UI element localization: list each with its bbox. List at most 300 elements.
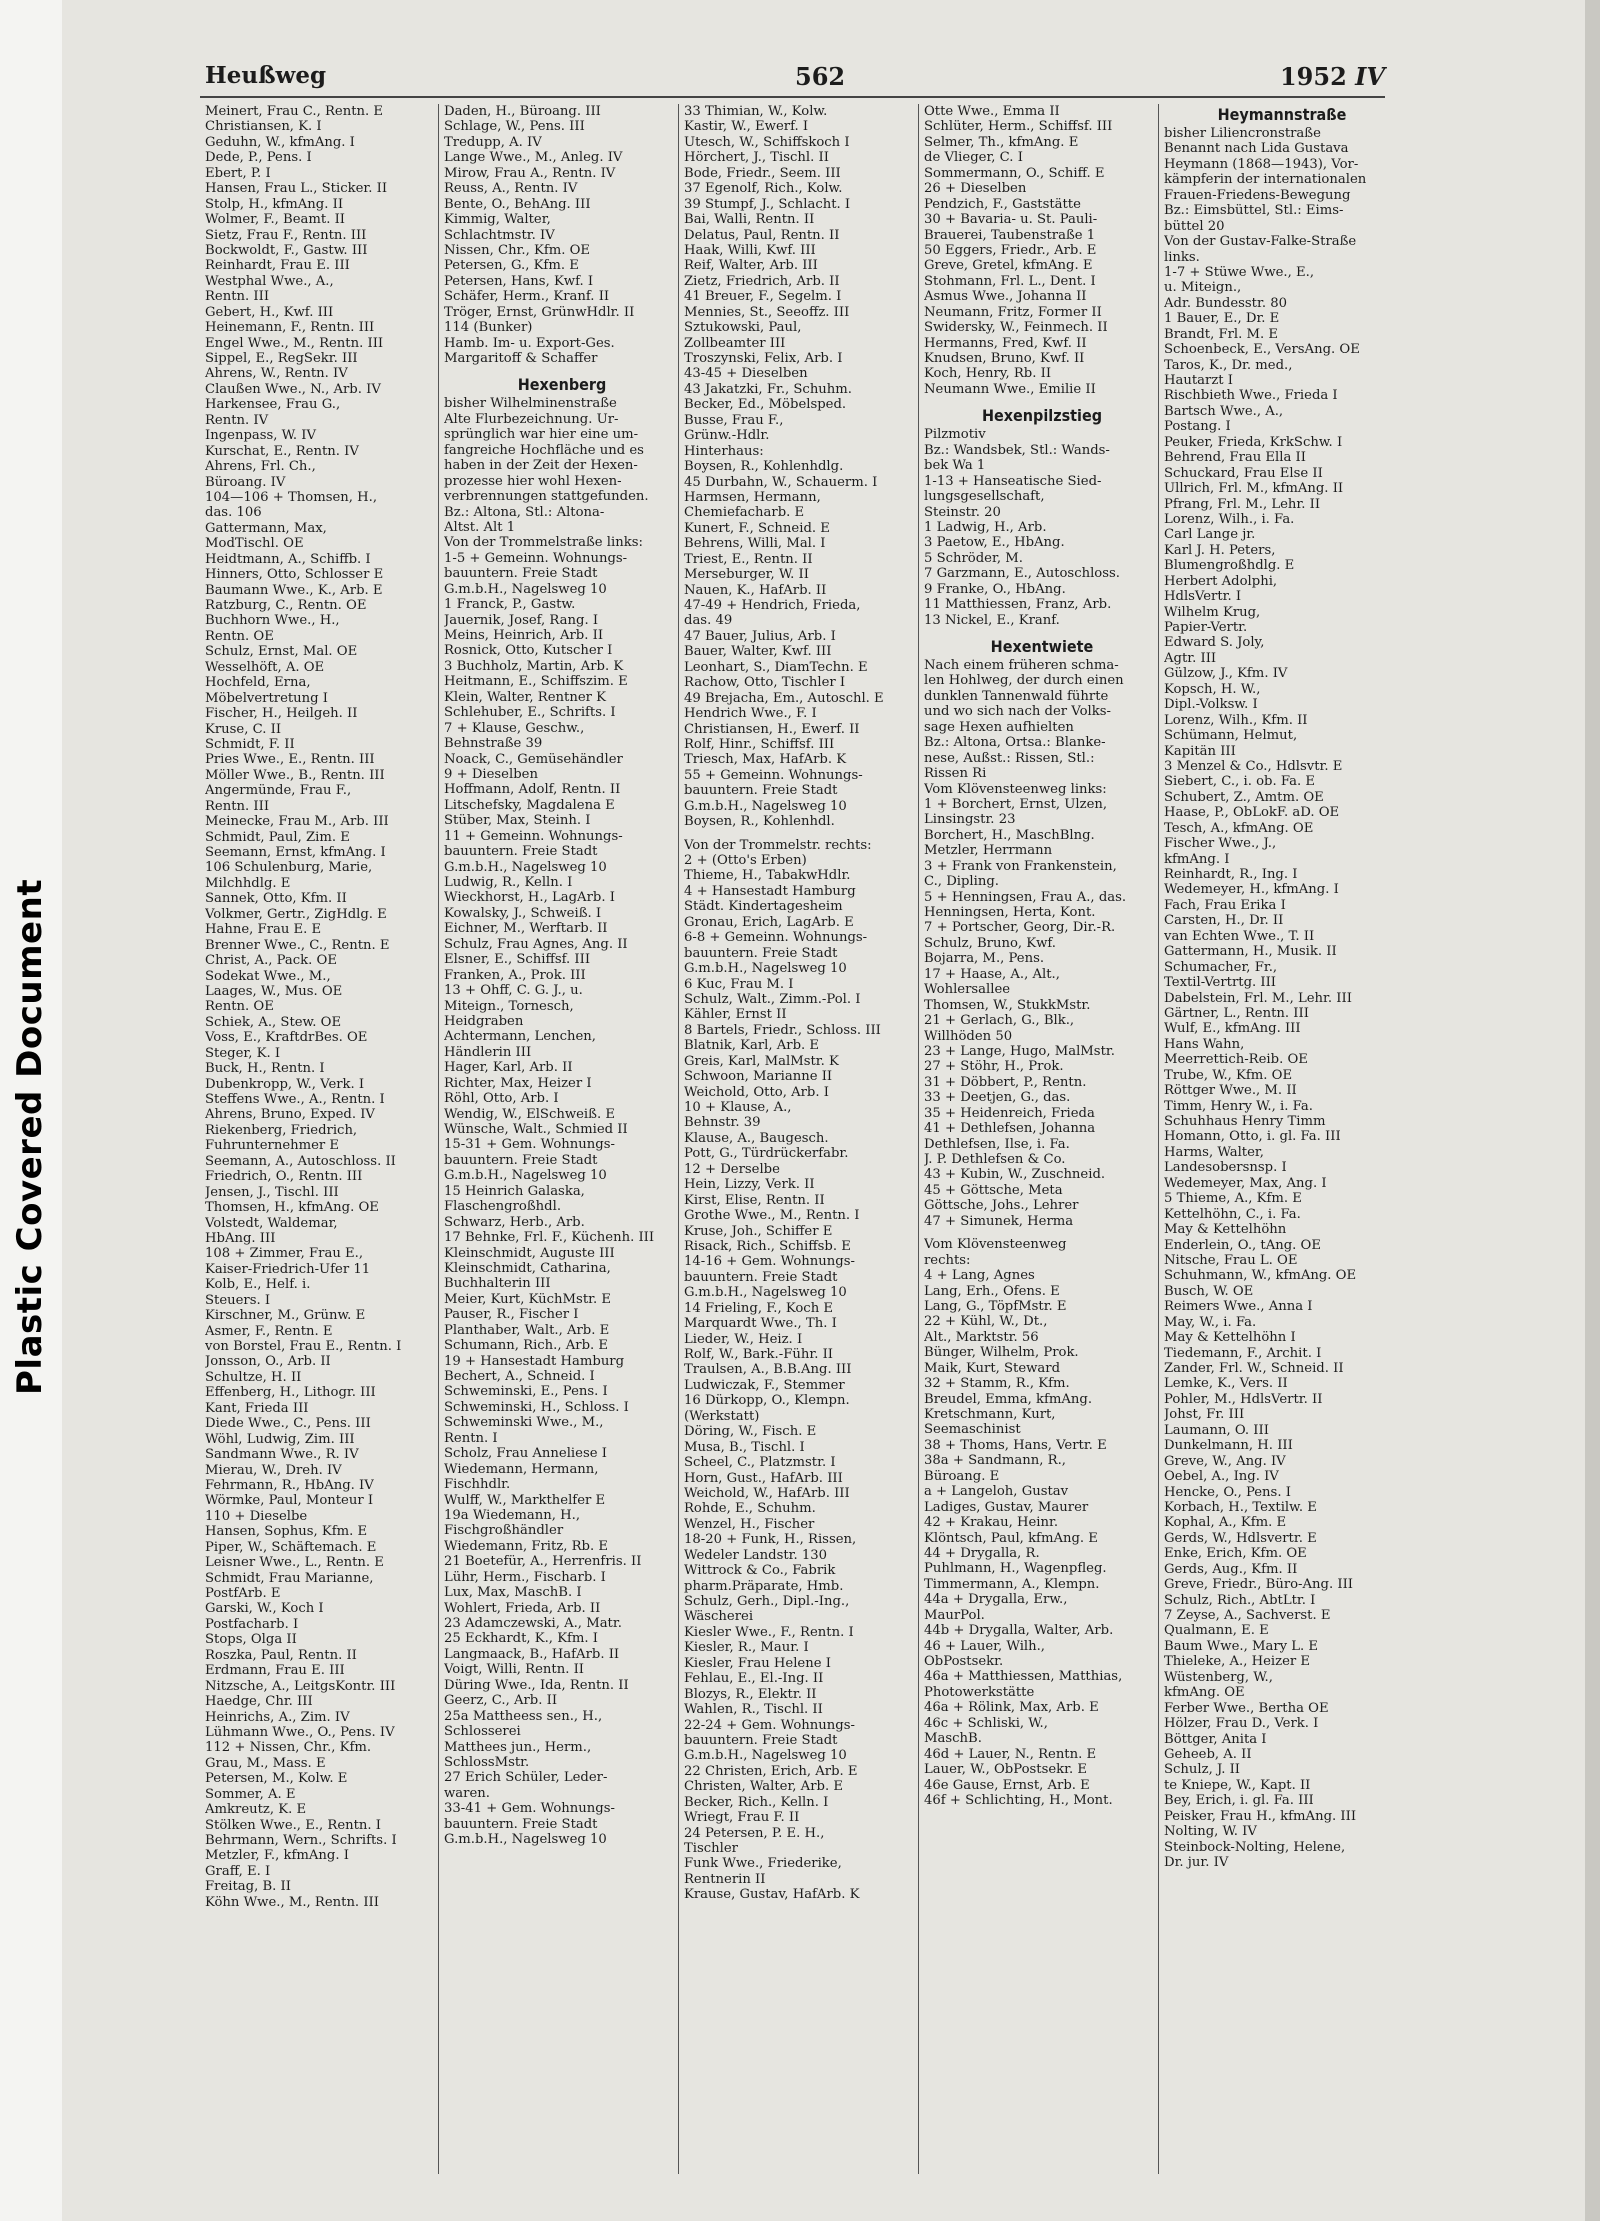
directory-entry: bauuntern. Freie Stadt	[444, 1152, 598, 1168]
directory-entry: 13 + Ohff, C. G. J., u.	[444, 983, 583, 999]
directory-entry: 23 + Lange, Hugo, MalMstr.	[924, 1043, 1115, 1059]
directory-entry: Steuers. I	[205, 1292, 271, 1308]
directory-entry: Willhöden 50	[924, 1028, 1013, 1044]
directory-entry: Kleinschmidt, Catharina,	[444, 1260, 611, 1276]
directory-entry: Krause, Gustav, HafArb. K	[684, 1887, 860, 1903]
directory-entry: Seemann, Ernst, kfmAng. I	[205, 845, 386, 860]
directory-entry: Kowalsky, J., Schweiß. I	[444, 905, 602, 921]
directory-entry: PostfArb. E	[205, 1586, 281, 1601]
directory-entry: Freitag, B. II	[205, 1879, 291, 1895]
directory-entry: 45 + Göttsche, Meta	[924, 1182, 1063, 1198]
directory-entry: Rentnerin II	[684, 1871, 766, 1887]
column-3	[684, 104, 920, 1903]
directory-entry: Alt., Marktstr. 56	[924, 1329, 1039, 1345]
directory-entry: Wolmer, F., Beamt. II	[205, 212, 345, 228]
directory-entry: Tiedemann, F., Archit. I	[1164, 1345, 1322, 1361]
directory-entry: Neumann, Fritz, Former II	[924, 304, 1102, 320]
directory-entry: Hansen, Frau L., Sticker. II	[205, 181, 388, 197]
directory-entry: Wulf, E., kfmAng. III	[1164, 1021, 1301, 1037]
directory-entry: 11 + Gemeinn. Wohnungs-	[444, 828, 623, 844]
directory-entry: Korbach, H., Textilw. E	[1164, 1499, 1317, 1515]
directory-entry: Bente, O., BehAng. III	[444, 196, 591, 212]
directory-entry: Wiedemann, Fritz, Rb. E	[444, 1538, 609, 1554]
directory-entry: Ludwig, R., Kelln. I	[444, 875, 573, 890]
directory-entry: Traulsen, A., B.B.Ang. III	[684, 1362, 852, 1378]
directory-entry: Garski, W., Koch I	[205, 1601, 324, 1617]
directory-entry: 23 Adamczewski, A., Matr.	[444, 1616, 622, 1631]
directory-entry: 18-20 + Funk, H., Rissen,	[684, 1532, 857, 1548]
directory-entry: Rohde, E., Schuhm.	[684, 1501, 816, 1517]
directory-entry: Dunkelmann, H. III	[1164, 1438, 1293, 1454]
directory-entry: 6-8 + Gemeinn. Wohnungs-	[684, 930, 868, 946]
directory-entry: Wedeler Landstr. 130	[684, 1547, 828, 1563]
directory-entry: Metzler, Herrmann	[924, 843, 1053, 859]
directory-entry: Hager, Karl, Arb. II	[444, 1060, 573, 1076]
directory-entry: Wöhl, Ludwig, Zim. III	[205, 1431, 355, 1447]
directory-entry: links.	[1164, 249, 1200, 265]
directory-entry: 45 Durbahn, W., Schauerm. I	[684, 474, 878, 490]
directory-entry: Voss, E., KraftdrBes. OE	[205, 1030, 368, 1046]
directory-entry: Zander, Frl. W., Schneid. II	[1164, 1361, 1344, 1376]
directory-entry: Asmus Wwe., Johanna II	[924, 289, 1087, 305]
directory-entry: 4 + Hansestadt Hamburg	[684, 883, 856, 899]
directory-entry: Friedrich, O., Rentn. III	[205, 1169, 363, 1185]
directory-entry: Schulz, Rich., AbtLtr. I	[1164, 1592, 1316, 1608]
directory-entry: u. Miteign.,	[1164, 280, 1242, 296]
directory-entry: Nolting, W. IV	[1164, 1824, 1257, 1840]
directory-entry: 9 Franke, O., HbAng.	[924, 581, 1066, 597]
directory-entry: Edward S. Joly,	[1164, 635, 1265, 651]
directory-entry: Reif, Walter, Arb. III	[684, 258, 818, 274]
directory-entry: Harmsen, Hermann,	[684, 489, 821, 505]
directory-entry: Blumengroßhdlg. E	[1164, 558, 1295, 574]
year: 1952	[1279, 62, 1347, 91]
directory-entry: Metzler, F., kfmAng. I	[205, 1848, 349, 1864]
directory-entry: Schulz, Walt., Zimm.-Pol. I	[684, 991, 861, 1007]
directory-entry: Grau, M., Mass. E	[205, 1755, 326, 1771]
directory-entry: Knudsen, Bruno, Kwf. II	[924, 351, 1085, 366]
directory-entry: Utesch, W., Schiffskoch I	[684, 134, 850, 150]
street-heading: Hexenpilzstieg	[981, 406, 1103, 426]
directory-entry: C., Dipling.	[924, 874, 999, 890]
directory-entry: Vom Klövensteenweg links:	[924, 781, 1107, 797]
directory-entry: G.m.b.H., Nagelsweg 10	[444, 1832, 607, 1848]
directory-entry: nese, Außst.: Rissen, Stl.:	[924, 750, 1095, 766]
directory-entry: 1 Ladwig, H., Arb.	[924, 519, 1047, 535]
directory-entry: Kruse, Joh., Schiffer E	[684, 1223, 833, 1239]
directory-entry: Stüber, Max, Steinh. I	[444, 813, 591, 829]
directory-entry: 44a + Drygalla, Erw.,	[924, 1592, 1068, 1608]
directory-entry: Vom Klövensteenweg	[924, 1237, 1067, 1253]
directory-entry: Wittrock & Co., Fabrik	[684, 1563, 836, 1579]
directory-entry: Fischer Wwe., J.,	[1164, 836, 1277, 852]
directory-entry: 112 + Nissen, Chr., Kfm.	[205, 1740, 372, 1756]
directory-entry: Stolp, H., kfmAng. II	[205, 196, 344, 212]
directory-entry: Volkmer, Gertr., ZigHdlg. E	[205, 906, 387, 922]
directory-entry: Rachow, Otto, Tischler I	[684, 675, 846, 691]
directory-entry: bauuntern. Freie Stadt	[684, 1732, 838, 1748]
directory-entry: Ullrich, Frl. M., kfmAng. II	[1164, 481, 1344, 497]
directory-entry: 33 Thimian, W., Kolw.	[684, 104, 828, 119]
directory-entry: Lühr, Herm., Fischarb. I	[444, 1569, 606, 1585]
directory-entry: Hörchert, J., Tischl. II	[684, 150, 829, 166]
directory-entry: Stölken Wwe., E., Rentn. I	[205, 1817, 382, 1833]
directory-entry: Kiesler Wwe., F., Rentn. I	[684, 1624, 854, 1640]
directory-entry: Matthees jun., Herm.,	[444, 1739, 592, 1755]
directory-entry: Schulz, Bruno, Kwf.	[924, 935, 1057, 951]
directory-entry: Wilhelm Krug,	[1164, 604, 1261, 620]
directory-entry: Papier-Vertr.	[1164, 620, 1248, 635]
directory-entry: 7 Zeyse, A., Sachverst. E	[1164, 1608, 1331, 1623]
directory-entry: 33-41 + Gem. Wohnungs-	[444, 1801, 615, 1817]
directory-entry: bauuntern. Freie Stadt	[684, 945, 838, 961]
directory-entry: Wohlert, Frieda, Arb. II	[444, 1600, 601, 1616]
directory-entry: Rolf, Hinr., Schiffsf. III	[684, 736, 835, 752]
directory-entry: Gronau, Erich, LagArb. E	[684, 914, 854, 930]
directory-entry: Peisker, Frau H., kfmAng. III	[1164, 1808, 1357, 1824]
directory-entry: Pauser, R., Fischer I	[444, 1307, 579, 1323]
directory-entry: Laumann, O. III	[1164, 1422, 1269, 1438]
directory-entry: Geheeb, A. II	[1164, 1746, 1252, 1762]
directory-entry: Schmidt, Frau Marianne,	[205, 1570, 374, 1586]
directory-entry: HbAng. III	[205, 1230, 276, 1246]
directory-entry: Hautarzt I	[1164, 373, 1233, 388]
directory-entry: Zietz, Friedrich, Arb. II	[684, 273, 840, 289]
directory-entry: Dabelstein, Frl. M., Lehr. III	[1164, 990, 1352, 1006]
directory-entry: Rentn. OE	[205, 999, 274, 1015]
directory-entry: Diede Wwe., C., Pens. III	[205, 1416, 371, 1432]
directory-entry: Steinstr. 20	[924, 504, 1001, 520]
directory-entry: Schümann, Helmut,	[1164, 728, 1298, 744]
directory-entry: Boysen, R., Kohlenhdlg.	[684, 459, 844, 475]
directory-entry: 31 + Döbbert, P., Rentn.	[924, 1074, 1087, 1090]
directory-entry: Rentn. OE	[205, 628, 274, 644]
directory-entry: Hans Wahn,	[1164, 1036, 1245, 1052]
directory-entry: Reimers Wwe., Anna I	[1164, 1299, 1313, 1315]
directory-entry: Böttger, Anita I	[1164, 1731, 1267, 1747]
directory-entry: Alte Flurbezeichnung. Ur-	[444, 411, 619, 427]
directory-entry: Herbert Adolphi,	[1164, 573, 1278, 589]
directory-entry: 47 Bauer, Julius, Arb. I	[684, 628, 836, 644]
directory-entry: Hoffmann, Adolf, Rentn. II	[444, 782, 621, 798]
directory-entry: len Hohlweg, der durch einen	[924, 673, 1124, 689]
directory-entry: Otte Wwe., Emma II	[924, 104, 1060, 119]
directory-entry: Gülzow, J., Kfm. IV	[1164, 666, 1288, 682]
directory-entry: Hein, Lizzy, Verk. II	[684, 1177, 815, 1193]
directory-entry: Nach einem früheren schma-	[924, 658, 1119, 673]
directory-entry: Schumann, Rich., Arb. E	[444, 1338, 609, 1354]
directory-entry: Flaschengroßhdl.	[444, 1199, 562, 1215]
directory-entry: Marquardt Wwe., Th. I	[684, 1316, 837, 1332]
directory-entry: Petersen, M., Kolw. E	[205, 1771, 348, 1787]
directory-entry: Schlosserei	[444, 1724, 521, 1740]
directory-entry: Enderlein, O., tAng. OE	[1164, 1237, 1321, 1253]
directory-entry: Kirst, Elise, Rentn. II	[684, 1192, 825, 1208]
page-number: 562	[795, 62, 846, 91]
directory-entry: Christiansen, K. I	[205, 119, 322, 135]
directory-entry: 27 + Stöhr, H., Prok.	[924, 1059, 1064, 1075]
directory-entry: Ebert, P. I	[205, 165, 271, 181]
directory-entry: Hinterhaus:	[684, 443, 764, 459]
directory-entry: Ratzburg, C., Rentn. OE	[205, 598, 367, 613]
directory-entry: Gattermann, Max,	[205, 520, 327, 536]
directory-entry: Köhn Wwe., M., Rentn. III	[205, 1894, 379, 1910]
directory-entry: 37 Egenolf, Rich., Kolw.	[684, 181, 843, 197]
directory-entry: 8 Bartels, Friedr., Schloss. III	[684, 1022, 881, 1038]
directory-entry: Schäfer, Herm., Kranf. II	[444, 289, 610, 305]
directory-entry: Ingenpass, W. IV	[205, 428, 317, 444]
street-heading: Heymannstraße	[1217, 105, 1347, 124]
directory-entry: 1-13 + Hanseatische Sied-	[924, 473, 1102, 489]
directory-entry: Kastir, W., Ewerf. I	[684, 119, 809, 135]
directory-entry: Gärtner, L., Rentn. III	[1164, 1005, 1309, 1021]
column-divider	[1158, 104, 1159, 2174]
directory-entry: Lang, Erh., Ofens. E	[924, 1283, 1060, 1299]
directory-entry: Haedge, Chr. III	[205, 1694, 313, 1710]
directory-entry: 19a Wiedemann, H.,	[444, 1507, 581, 1523]
directory-entry: Delatus, Paul, Rentn. II	[684, 227, 840, 243]
directory-entry: Möbelvertretung I	[205, 690, 329, 706]
header-year-volume	[1280, 62, 1385, 91]
directory-entry: Harkensee, Frau G.,	[205, 397, 341, 413]
directory-entry: Wünsche, Walt., Schmied II	[444, 1122, 628, 1137]
directory-entry: 39 Stumpf, J., Schlacht. I	[684, 196, 851, 212]
directory-entry: 14 Frieling, F., Koch E	[684, 1300, 834, 1316]
directory-entry: Thomsen, H., kfmAng. OE	[205, 1200, 379, 1216]
directory-entry: 1-5 + Gemeinn. Wohnungs-	[444, 550, 628, 566]
directory-entry: Wohlersallee	[924, 982, 1011, 998]
directory-entry: Postfacharb. I	[205, 1616, 299, 1632]
directory-entry: Haase, P., ObLokF. aD. OE	[1164, 805, 1340, 821]
directory-entry: Lauer, W., ObPostsekr. E	[924, 1762, 1088, 1778]
directory-entry: Asmer, F., Rentn. E	[205, 1323, 333, 1339]
directory-entry: 55 + Gemeinn. Wohnungs-	[684, 767, 863, 783]
directory-entry: Baumann Wwe., K., Arb. E	[205, 582, 383, 598]
directory-entry: Meerrettich-Reib. OE	[1164, 1052, 1308, 1068]
directory-entry: Kunert, F., Schneid. E	[684, 520, 830, 536]
directory-entry: Franken, A., Prok. III	[444, 967, 586, 983]
directory-entry: 6 Kuc, Frau M. I	[684, 976, 794, 992]
directory-entry: 7 Garzmann, E., Autoschloss.	[924, 566, 1120, 582]
directory-entry: 21 + Gerlach, G., Blk.,	[924, 1013, 1075, 1029]
directory-entry: 11 Matthiessen, Franz, Arb.	[924, 597, 1112, 613]
directory-entry: G.m.b.H., Nagelsweg 10	[684, 1285, 847, 1301]
directory-entry: Schweminski, E., Pens. I	[444, 1384, 608, 1400]
directory-entry: G.m.b.H., Nagelsweg 10	[684, 961, 847, 977]
directory-entry: Frauen-Friedens-Bewegung	[1164, 187, 1351, 203]
directory-entry: 25 Eckhardt, K., Kfm. I	[444, 1631, 599, 1647]
directory-entry: Milchhdlg. E	[205, 875, 291, 891]
directory-entry: Schulz, J. II	[1164, 1762, 1241, 1778]
directory-entry: Pott, G., Türdrückerfabr.	[684, 1146, 849, 1162]
directory-entry: lungsgesellschaft,	[924, 489, 1045, 505]
directory-entry: Textil-Vertrtg. III	[1164, 975, 1277, 991]
directory-entry: G.m.b.H., Nagelsweg 10	[684, 798, 847, 814]
directory-entry: van Echten Wwe., T. II	[1164, 928, 1315, 944]
directory-entry: Rosnick, Otto, Kutscher I	[444, 643, 613, 659]
spacer	[684, 830, 920, 838]
column-divider	[918, 104, 919, 2174]
directory-entry: büttel 20	[1164, 218, 1225, 234]
directory-entry: Bai, Walli, Rentn. II	[684, 212, 815, 228]
column-1	[205, 104, 441, 1910]
directory-entry: Gebert, H., Kwf. III	[205, 304, 334, 320]
directory-entry: Jauernik, Josef, Rang. I	[444, 612, 599, 628]
directory-entry: Hölzer, Frau D., Verk. I	[1164, 1716, 1319, 1732]
directory-entry: Dubenkropp, W., Verk. I	[205, 1076, 365, 1092]
directory-entry: Thieme, H., TabakwHdlr.	[684, 868, 851, 884]
directory-entry: Eichner, M., Werftarb. II	[444, 921, 608, 937]
directory-entry: 30 + Bavaria- u. St. Pauli-	[924, 212, 1098, 228]
directory-entry: Schultze, H. II	[205, 1369, 302, 1385]
directory-entry: Mierau, W., Dreh. IV	[205, 1462, 342, 1478]
volume: IV	[1355, 62, 1385, 91]
directory-entry: Engel Wwe., M., Rentn. III	[205, 335, 384, 351]
directory-entry: Lang, G., TöpfMstr. E	[924, 1298, 1067, 1314]
directory-entry: Ahrens, W., Rentn. IV	[205, 366, 348, 382]
directory-entry: Peuker, Frieda, KrkSchw. I	[1164, 434, 1343, 450]
directory-entry: Langmaack, B., HafArb. II	[444, 1646, 620, 1662]
directory-entry: Bechert, A., Schneid. I	[444, 1369, 595, 1384]
directory-entry: Wieckhorst, H., LagArb. I	[444, 890, 615, 906]
directory-entry: Johst, Fr. III	[1164, 1407, 1245, 1423]
directory-entry: Pilzmotiv	[924, 427, 986, 443]
directory-entry: rechts:	[924, 1252, 971, 1268]
directory-entry: Röhl, Otto, Arb. I	[444, 1091, 559, 1107]
directory-entry: Ladiges, Gustav, Maurer	[924, 1499, 1089, 1515]
directory-entry: Kleinschmidt, Auguste III	[444, 1245, 615, 1261]
directory-entry: 38 + Thoms, Hans, Vertr. E	[924, 1437, 1107, 1453]
directory-entry: Lorenz, Wilh., i. Fa.	[1164, 511, 1295, 527]
directory-entry: Bz.: Altona, Stl.: Altona-	[444, 504, 605, 520]
directory-entry: Kiesler, R., Maur. I	[684, 1640, 809, 1656]
directory-entry: a + Langeloh, Gustav	[924, 1484, 1069, 1500]
directory-entry: G.m.b.H., Nagelsweg 10	[684, 1748, 847, 1764]
directory-entry: Wahlen, R., Tischl. II	[684, 1702, 823, 1718]
directory-entry: Städt. Kindertagesheim	[684, 899, 843, 915]
directory-entry: Heinrichs, A., Zim. IV	[205, 1709, 350, 1725]
directory-entry: Hansen, Sophus, Kfm. E	[205, 1524, 368, 1540]
directory-entry: Troszynski, Felix, Arb. I	[684, 351, 843, 366]
directory-entry: Hahne, Frau E. E	[205, 922, 322, 938]
directory-entry: 46a + Matthiessen, Matthias,	[924, 1669, 1123, 1685]
directory-entry: Schulz, Gerh., Dipl.-Ing.,	[684, 1594, 850, 1609]
directory-entry: Wörmke, Paul, Monteur I	[205, 1493, 374, 1509]
directory-entry: Wesselhöft, A. OE	[205, 659, 325, 675]
directory-entry: 12 + Derselbe	[684, 1161, 780, 1177]
directory-entry: MaschB.	[924, 1731, 982, 1747]
directory-entry: G.m.b.H., Nagelsweg 10	[444, 1168, 607, 1184]
directory-entry: Ludwiczak, F., Stemmer	[684, 1377, 845, 1393]
directory-entry: Dr. jur. IV	[1164, 1855, 1229, 1870]
directory-entry: Rissen Ri	[924, 766, 987, 782]
directory-entry: bauuntern. Freie Stadt	[444, 566, 598, 582]
directory-entry: 1 + Borchert, Ernst, Ülzen,	[924, 796, 1108, 812]
street-heading: Hexentwiete	[990, 637, 1094, 656]
directory-entry: Schoenbeck, E., VersAng. OE	[1164, 342, 1360, 358]
directory-entry: 114 (Bunker)	[444, 320, 533, 336]
directory-entry: Koch, Henry, Rb. II	[924, 366, 1052, 382]
directory-entry: 26 + Dieselben	[924, 181, 1027, 197]
directory-entry: Schubert, Z., Amtm. OE	[1164, 789, 1324, 805]
directory-entry: Chemiefacharb. E	[684, 505, 805, 521]
directory-entry: Effenberg, H., Lithogr. III	[205, 1385, 376, 1401]
directory-entry: 43 + Kubin, W., Zuschneid.	[924, 1167, 1106, 1183]
directory-entry: Karl J. H. Peters,	[1164, 542, 1276, 558]
directory-entry: Bey, Erich, i. gl. Fa. III	[1164, 1793, 1314, 1809]
directory-entry: Ferber Wwe., Bertha OE	[1164, 1700, 1329, 1716]
directory-entry: Riekenberg, Friedrich,	[205, 1122, 358, 1138]
directory-entry: Lux, Max, MaschB. I	[444, 1585, 582, 1601]
directory-entry: Weichold, W., HafArb. III	[684, 1485, 850, 1501]
directory-entry: kfmAng. OE	[1164, 1685, 1245, 1701]
directory-entry: Postang. I	[1164, 419, 1231, 435]
directory-entry: 35 + Heidenreich, Frieda	[924, 1105, 1095, 1121]
directory-entry: von Borstel, Frau E., Rentn. I	[205, 1339, 402, 1354]
directory-entry: MaurPol.	[924, 1607, 985, 1623]
directory-entry: Meins, Heinrich, Arb. II	[444, 628, 604, 643]
directory-entry: Meier, Kurt, KüchMstr. E	[444, 1291, 611, 1307]
directory-entry: Achtermann, Lenchen,	[444, 1029, 596, 1045]
directory-entry: Puhlmann, H., Wagenpfleg.	[924, 1561, 1107, 1577]
directory-entry: Behrend, Frau Ella II	[1164, 450, 1306, 466]
directory-entry: 22-24 + Gem. Wohnungs-	[684, 1717, 855, 1733]
directory-entry: Henningsen, Herta, Kont.	[924, 905, 1096, 920]
directory-entry: Kaiser-Friedrich-Ufer 11	[205, 1261, 371, 1277]
directory-entry: Christiansen, H., Ewerf. II	[684, 721, 860, 737]
directory-entry: Scheel, C., Platzmstr. I	[684, 1455, 836, 1471]
directory-entry: Merseburger, W. II	[684, 567, 809, 583]
directory-entry: Sandmann Wwe., R. IV	[205, 1447, 359, 1463]
directory-entry: Von der Gustav-Falke-Straße	[1164, 234, 1357, 250]
directory-entry: Fehlau, E., El.-Ing. II	[684, 1671, 824, 1687]
directory-entry: Photowerkstätte	[924, 1684, 1035, 1700]
directory-entry: Lemke, K., Vers. II	[1164, 1376, 1288, 1392]
directory-entry: Pfrang, Frl. M., Lehr. II	[1164, 496, 1321, 512]
directory-entry: Altst. Alt 1	[444, 519, 516, 535]
directory-entry: May, W., i. Fa.	[1164, 1314, 1257, 1330]
directory-entry: 33 + Deetjen, G., das.	[924, 1090, 1071, 1106]
directory-entry: Kretschmann, Kurt,	[924, 1407, 1056, 1422]
directory-entry: dunklen Tannenwald führte	[924, 688, 1109, 704]
directory-entry: Grünw.-Hdlr.	[684, 428, 770, 444]
directory-entry: Heitmann, E., Schiffszim. E	[444, 674, 628, 690]
directory-entry: Lühmann Wwe., O., Pens. IV	[205, 1724, 395, 1740]
directory-entry: 46f + Schlichting, H., Mont.	[924, 1792, 1113, 1808]
directory-entry: Margaritoff & Schaffer	[444, 351, 598, 366]
directory-entry: Gerds, Aug., Kfm. II	[1164, 1561, 1298, 1577]
spacer	[444, 366, 680, 374]
directory-entry: 14-16 + Gem. Wohnungs-	[684, 1254, 855, 1270]
directory-entry: Schumacher, Fr.,	[1164, 959, 1278, 975]
directory-entry: Homann, Otto, i. gl. Fa. III	[1164, 1129, 1341, 1145]
directory-entry: Schlehuber, E., Schrifts. I	[444, 705, 616, 721]
directory-entry: Wüstenberg, W.,	[1164, 1669, 1273, 1685]
directory-entry: Christen, Walter, Arb. E	[684, 1779, 843, 1795]
directory-entry: Becker, Rich., Kelln. I	[684, 1794, 829, 1810]
directory-entry: 15-31 + Gem. Wohnungs-	[444, 1137, 615, 1153]
directory-entry: bauuntern. Freie Stadt	[444, 844, 598, 860]
directory-entry: Schwarz, Herb., Arb.	[444, 1214, 585, 1230]
page-header	[205, 62, 1385, 98]
directory-entry: 3 Menzel & Co., Hdlsvtr. E	[1164, 758, 1343, 774]
directory-entry: Amkreutz, K. E	[205, 1802, 307, 1818]
directory-entry: Bockwoldt, F., Gastw. III	[205, 242, 368, 258]
directory-entry: 10 + Klause, A.,	[684, 1100, 792, 1115]
directory-entry: das. 49	[684, 613, 733, 629]
directory-entry: 15 Heinrich Galaska,	[444, 1183, 585, 1199]
directory-entry: ObPostsekr.	[924, 1654, 1004, 1669]
